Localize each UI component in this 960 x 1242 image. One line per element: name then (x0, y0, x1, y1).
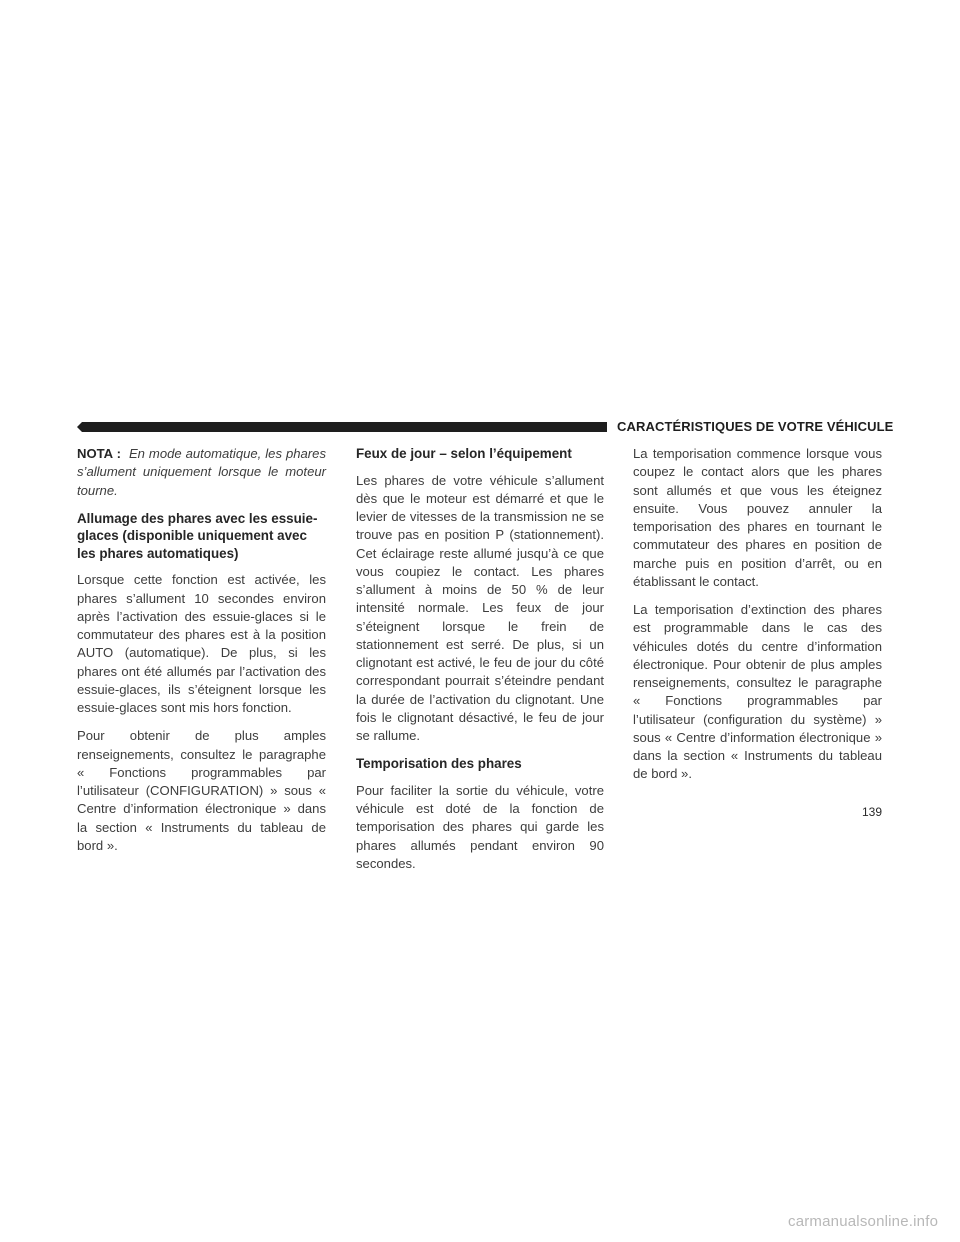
column-3 (633, 445, 882, 794)
heading-headlight-delay: Temporisation des phares (356, 756, 522, 772)
heading-wiper-headlights: Allumage des phares avec les essuie-glaces (disponible uniquement avec les phares automatiques) (77, 510, 318, 561)
paragraph-more-info: Pour obtenir de plus amples renseignements, consultez le paragraphe « Fonctions programmables par l’utilisateur (CONFIGURATION) » sous « Centre d’information électronique » dans la section « Instruments du tableau de bord ». (77, 728, 326, 853)
section-title: CARACTÉRISTIQUES DE VOTRE VÉHICULE (617, 419, 894, 434)
note-label: NOTA : (77, 446, 121, 461)
page-number: 139 (861, 805, 882, 819)
paragraph-delay-programmable: La temporisation d’extinction des phares est programmable dans le cas des véhicules dotés du centre d’information électronique. Pour obtenir de plus amples renseignements, consultez le paragraphe « Fonctions programmables par l’utilisateur (configuration du système) » sous « Centre d’information électronique » dans la section « Instruments du tableau de bord ». (633, 602, 882, 782)
paragraph-daytime-lights: Les phares de votre véhicule s’allument dès que le moteur est démarré et que le levier de vitesses de la transmission ne se trouve pas en position P (stationnement). Cet éclairage reste allumé jusqu’à ce que vous coupiez le contact. Les phares s’allument à moins de 50 % de leur intensité normale. Les feux de jour s’éteignent lorsque le frein de stationnement est serré. De plus, si un clignotant est activé, le feu de jour du côté correspondant pourrait s’éteindre pendant la durée de l’activation du clignotant. Une fois le clignotant désactivé, le feu de jour se rallume. (356, 472, 604, 743)
watermark: carmanualsonline.info (788, 1213, 939, 1230)
paragraph-delay-start: La temporisation commence lorsque vous coupez le contact alors que les phares sont allumés et que vous les éteignez ensuite. Vous pouvez annuler la temporisation des phares en tournant le commutateur des phares en position de marche puis en position d’arrêt, ou en établissant le contact. (633, 446, 882, 589)
column-1 (77, 445, 326, 865)
heading-daytime-lights: Feux de jour – selon l’équipement (356, 446, 572, 461)
section-header-bar (77, 422, 607, 432)
paragraph-wiper-headlights: Lorsque cette fonction est activée, les phares s’allument 10 secondes environ après l’activation des essuie-glaces si le commutateur des phares est à la position AUTO (automatique). De plus, si les phares ont été allumés par l’activation des essuie-glaces, ils s’éteignent lorsque les essuie-glaces sont mis hors fonction. (77, 572, 326, 715)
paragraph-headlight-delay: Pour faciliter la sortie du véhicule, votre véhicule est doté de la fonction de temporisation des phares qui garde les phares allumés pendant environ 90 secondes. (356, 782, 604, 871)
note-text: En mode automatique, les phares s’allument uniquement lorsque le moteur tourne. (77, 446, 326, 498)
note-paragraph (77, 445, 326, 500)
column-2 (356, 445, 604, 883)
